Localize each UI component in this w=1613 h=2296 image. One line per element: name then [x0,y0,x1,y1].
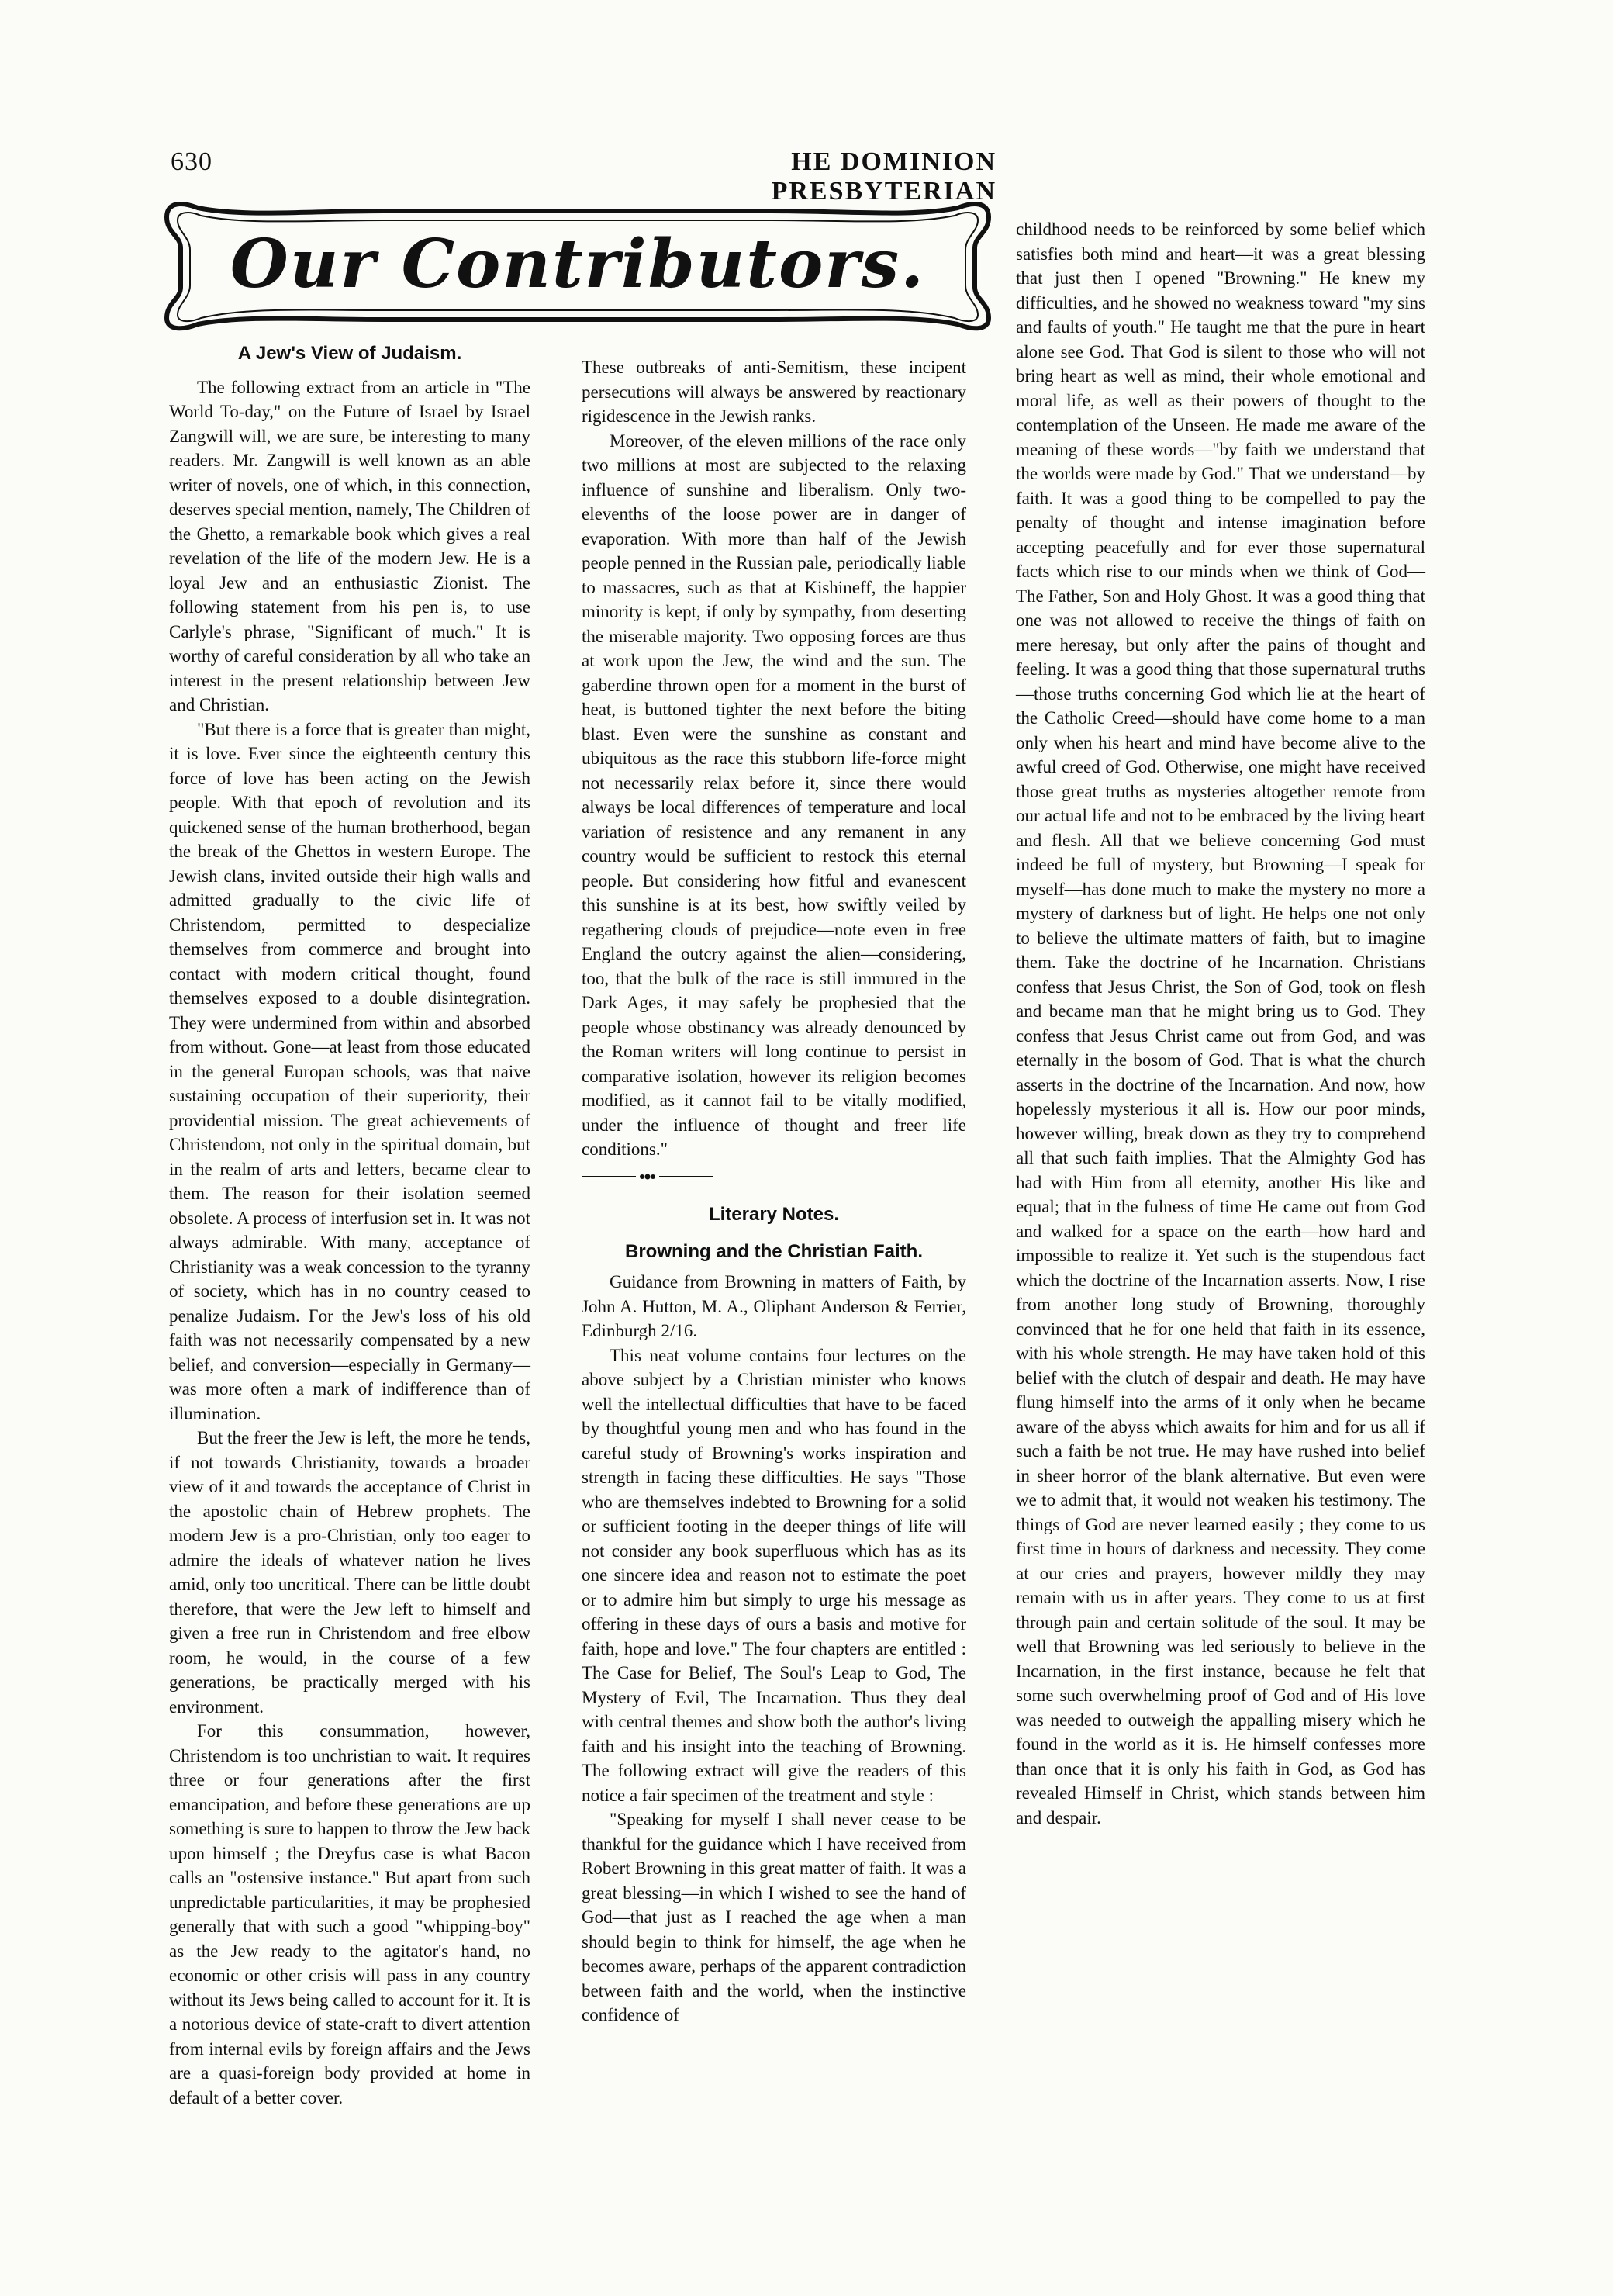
ornament-rule-icon [582,1173,713,1181]
column-3 [1016,217,1425,1830]
page-number: 630 [171,147,212,176]
article-paragraph: But the freer the Jew is left, the more he tends, if not towards Christianity, towards a broader view of it and towards the acceptance of Christ in the apostolic chain of Hebrew prophets. The modern Jew is a pro-Christian, only too eager to admire the ideals of whatever nation he lives amid, only too uncritical. There can be little doubt therefore, that were the Jew left to himself and given a free run in Christendom and free elbow room, he would, in the course of a few generations, be practically merged with his environment. [169,1428,530,1717]
article-heading: A Jew's View of Judaism. [237,343,462,364]
column-2 [582,355,966,2028]
article-paragraph: Guidance from Browning in matters of Faith, by John A. Hutton, M. A., Oliphant Anderson & Ferrier, Edinburgh 2/16. [582,1272,966,1340]
section-title-frame [151,194,1004,334]
running-head: HE DOMINION PRESBYTERIAN [771,147,996,206]
article-paragraph: childhood needs to be reinforced by some belief which satisfies both mind and heart—it was a great blessing that just then I opened "Browning." He knew my difficulties, and he showed no weakness toward "my sins and faults of youth." He taught me that the pure in heart alone see God. That God is silent to those who will not bring heart as well as mind, their whole emotional and moral life, as well as their powers of thought to the contemplation of the Unseen. He made me aware of the meaning of these words—"by faith we understand that the worlds were made by God." That we understand—by faith. It was a good thing to be compelled to pay the penalty of thought and intense imagination before accepting peacefully and for ever those supernatural facts which rise to our minds when we think of God—The Father, Son and Holy Ghost. It was a good thing that one was not allowed to receive the things of faith on mere heresay, but only after the pains of thought and feeling. It was a good thing that those supernatural truths—those truths concerning God which lie at the heart of the Catholic Creed—should have come home to a man only when his heart and mind have become alive to the awful creed of God. Otherwise, one might have received those great truths as mysteries altogether remote from our actual life and not to be embraced by the living heart and flesh. All that we believe concerning God must indeed be full of mystery, but Browning—I speak for myself—has done much to make the mystery no more a mystery of darkness but of light. He helps one not only to believe the ultimate matters of faith, but to imagine them. Take the doctrine of he Incarnation. Christians confess that Jesus Christ, the Son of God, took on flesh and became man that he might bring us to God. They confess that Jesus Christ came out from God, and was eternally in the bosom of God. That is what the church asserts in the doctrine of the Incarnation. And now, how hopelessly mysterious it all is. How our poor minds, however willing, break down as they try to comprehend all that such faith implies. That the Almighty God has had with Him from all eternity, another His like and equal; that in the fulness of time He came out from God and walked for a space on the earth—how hard and impossible to realize it. Yet such is the stupendous fact which the doctrine of the Incarnation asserts. Now, I rise from another long study of Browning, thoroughly convinced that he for one held that faith in its essence, with his whole strength. He may have taken hold of this belief with the clutch of despair and death. He may have flung himself into the arms of it only when he became aware of the abyss which awaits for him and for us all if such a faith be not true. He may have rushed into belief in sheer horror of the blank alternative. But even were we to admit that, it would not weaken his testimony. The things of God are never learned easily ; they come to us first time in hours of darkness and necessity. They come at our cries and prayers, however mildly they may remain with us in after years. They come to us at first through pain and certain solitude of the soul. It may be well that Browning was led seriously to believe in the Incarnation, in the first instance, because he felt that some such overwhelming proof of God and of His love was needed to outweigh the appalling misery which he found in the world as it is. He himself confesses more than once that it is only his faith in God, as God has revealed Himself in Christ, which stands between him and despair. [1016,220,1425,1827]
section-title: Our Contributors. [230,225,926,303]
column-1 [169,341,530,2110]
article-paragraph: For this consummation, however, Christendom is too unchristian to wait. It requires three or four generations after the first emancipation, and before these generations are up something is sure to happen to throw the Jew back upon himself ; the Dreyfus case is what Bacon calls an "ostensive instance." But apart from such unpredictable particularities, it may be prophesied generally that with such a good "whipping-boy" as the Jew ready to the agitator's hand, no economic or other crisis will pass in any country without its Jews being called to account for it. It is a notorious device of state-craft to divert attention from internal evils by foreign affairs and the Jews are a quasi-foreign body provided at home in default of a better cover. [169,1721,530,2108]
article-paragraph: The following extract from an article in "The World To-day," on the Future of Israel by Israel Zangwill will, we are sure, be interesting to many readers. Mr. Zangwill is well known as an able writer of novels, one of which, in this connection, deserves special mention, namely, The Children of the Ghetto, a remarkable book which gives a real revelation of the life of the modern Jew. He is a loyal Jew and an enthusiastic Zionist. The following statement from his pen is, to use Carlyle's phrase, "Significant of much." It is worthy of careful consideration by all who take an interest in the present relationship between Jew and Christian. [169,377,530,714]
article-paragraph: "But there is a force that is greater than might, it is love. Ever since the eighteenth century this force of love has been acting on the Jewish people. With that epoch of revolution and its quickened sense of the human brotherhood, began the break of the Ghettos in western Europe. The Jewish clans, invited outside their high walls and admitted gradually to the civic life of Christendom, permitted to despecialize themselves from commerce and brought into contact with modern critical thought, found themselves exposed to a double disintegration. They were undermined from within and absorbed from without. Gone—at least from those educated in the general Europan schools, was that naive sustaining occupation of their superiority, their providential mission. The great achievements of Christendom, not only in the spiritual domain, but in the realm of arts and letters, became clear to them. The reason for their isolation seemed obsolete. A process of interfusion set in. It was not always admirable. With many, acceptance of Christianity was a weak concession to the tyranny of society, which has in no country ceased to penalize Judaism. For the Jew's loss of his old faith was not necessarily compensated by a new belief, and conversion—especially in Germany—was more often a mark of indifference than of illumination. [169,719,530,1423]
literary-notes-heading: Literary Notes. [708,1204,840,1225]
article-paragraph: "Speaking for myself I shall never cease to be thankful for the guidance which I have received from Robert Browning in this great matter of faith. It was a great blessing—in which I wished to see the hand of God—that just as I reached the age when a man should begin to think for himself, the age when he becomes aware, perhaps of the apparent contradiction between faith and the world, when the instinctive confidence of [582,1810,966,2025]
article-heading: Browning and the Christian Faith. [625,1240,923,1262]
article-paragraph: These outbreaks of anti-Semitism, these incipent persecutions will always be answered by reactionary rigidescence in the Jewish ranks. [582,358,966,426]
article-paragraph: Moreover, of the eleven millions of the race only two millions at most are subjected to the relaxing influence of sunshine and liberalism. Only two-elevenths of the loose power are in danger of evaporation. With more than half of the Jewish people penned in the Russian pale, periodically liable to massacres, such as that at Kishineff, the happier minority is kept, if only by sympathy, from deserting the miserable majority. Two opposing forces are thus at work upon the Jew, the wind and the sun. The gaberdine thrown open for a moment in the burst of heat, is buttoned tighter the next before the biting blast. Even were the sunshine as constant and ubiquitous as the race this stubborn life-force might not necessarily relax before it, since there would always be local differences of temperature and local variation of resistence and any remanent in any country would be sufficient to restock this eternal people. But considering how fitful and evanescent this sunshine is at its best, how swiftly veiled by regathering clouds of prejudice—note even in free England the outcry against the alien—considering, too, that the bulk of the race is still immured in the Dark Ages, it may safely be prophesied that the people whose obstinancy was already denounced by the Roman writers will long continue to persist in comparative isolation, however its religion becomes modified, as it cannot fail to be vitally modified, under the influence of thought and freer life conditions." [582,430,966,1159]
article-paragraph: This neat volume contains four lectures on the above subject by a Christian minister who knows well the intellectual difficulties that have to be faced by thoughtful young men and who has found in the careful study of Browning's works inspiration and strength in facing these difficulties. He says "Those who are themselves indebted to Browning for a solid or sufficient footing in the deeper things of life will not consider any book superfluous which has as its one sincere idea and reason not to estimate the poet or to admire him but simply to urge his message as offering in these days of ours a basis and motive for faith, hope and love." The four chapters are entitled : The Case for Belief, The Soul's Leap to God, The Mystery of Evil, The Incarnation. Thus they deal with central themes and show both the author's living faith and his insight into the teaching of Browning. The following extract will give the readers of this notice a fair specimen of the treatment and style : [582,1345,966,1805]
